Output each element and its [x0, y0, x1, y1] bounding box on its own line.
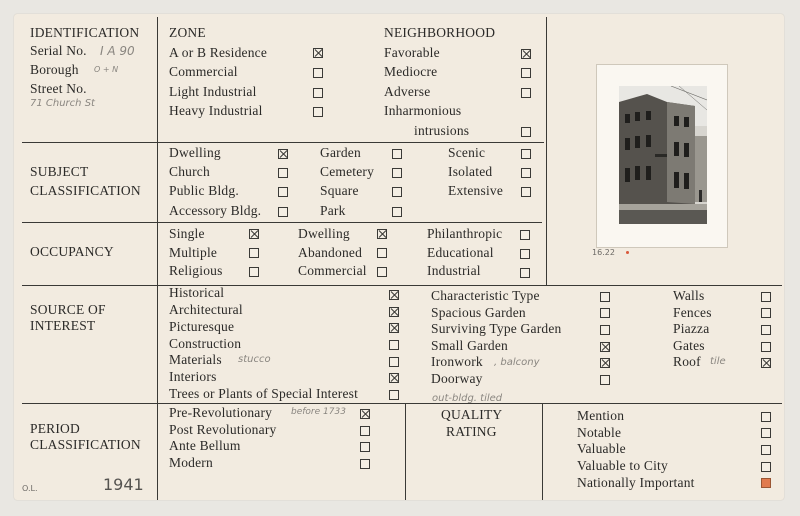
- source-outbuilding-note: out-bldg. tiled: [432, 393, 503, 404]
- occupancy-educational-checkbox[interactable]: [520, 249, 530, 259]
- neighborhood-heading: NEIGHBORHOOD: [384, 25, 496, 40]
- source-surviving-garden-checkbox[interactable]: [600, 325, 610, 335]
- subject-church: Church: [169, 164, 210, 179]
- subject-square-checkbox[interactable]: [392, 187, 402, 197]
- occupancy-industrial-checkbox[interactable]: [520, 268, 530, 278]
- street-value: 71 Church St: [30, 98, 95, 109]
- subject-dwelling: Dwelling: [169, 145, 221, 160]
- rating-notable-checkbox[interactable]: [761, 428, 771, 438]
- source-walls-checkbox[interactable]: [761, 292, 771, 302]
- neighborhood-intrusions-checkbox[interactable]: [521, 127, 531, 137]
- occupancy-philanthropic-checkbox[interactable]: [520, 230, 530, 240]
- period-modern: Modern: [169, 455, 213, 470]
- source-trees-plants: Trees or Plants of Special Interest: [169, 386, 359, 401]
- subject-garden: Garden: [320, 145, 361, 160]
- zone-heavy-industrial-checkbox[interactable]: [313, 107, 323, 117]
- source-small-garden: Small Garden: [431, 338, 509, 353]
- source-piazza-checkbox[interactable]: [761, 325, 771, 335]
- occupancy-religious-checkbox[interactable]: [249, 267, 259, 277]
- divider-source-period: [22, 403, 782, 404]
- divider-occupancy-source: [22, 285, 782, 286]
- photo-caption-dot: [626, 251, 629, 254]
- source-interiors: Interiors: [169, 369, 217, 384]
- neighborhood-item-intrusions: intrusions: [414, 123, 470, 138]
- occupancy-dwelling-checkbox[interactable]: [377, 229, 387, 239]
- source-materials-checkbox[interactable]: [389, 357, 399, 367]
- occupancy-philanthropic: Philanthropic: [427, 226, 503, 241]
- subject-heading-line2: CLASSIFICATION: [30, 183, 141, 198]
- period-ante-bellum-checkbox[interactable]: [360, 442, 370, 452]
- neighborhood-item-adverse: Adverse: [384, 84, 431, 99]
- source-ironwork-checkbox[interactable]: [600, 358, 610, 368]
- occupancy-single: Single: [169, 226, 205, 241]
- borough-label: Borough: [30, 62, 79, 77]
- subject-cemetery-checkbox[interactable]: [392, 168, 402, 178]
- serial-label: Serial No.: [30, 43, 87, 58]
- source-ironwork: Ironwork: [431, 354, 483, 369]
- neighborhood-mediocre-checkbox[interactable]: [521, 68, 531, 78]
- source-piazza: Piazza: [673, 321, 710, 336]
- zone-item-heavy-industrial: Heavy Industrial: [169, 103, 263, 118]
- quality-heading-line1: QUALITY: [441, 407, 503, 422]
- rating-valuable-to-city-checkbox[interactable]: [761, 462, 771, 472]
- subject-park-checkbox[interactable]: [392, 207, 402, 217]
- borough-value: O + N: [94, 65, 119, 74]
- subject-square: Square: [320, 183, 359, 198]
- rating-nationally-important: Nationally Important: [577, 475, 695, 490]
- occupancy-religious: Religious: [169, 263, 223, 278]
- divider-right-column: [546, 17, 547, 285]
- zone-item-commercial: Commercial: [169, 64, 238, 79]
- zone-light-industrial-checkbox[interactable]: [313, 88, 323, 98]
- subject-extensive-checkbox[interactable]: [521, 187, 531, 197]
- building-photo: [619, 86, 707, 224]
- source-roof-note: tile: [710, 356, 726, 367]
- rating-valuable-checkbox[interactable]: [761, 445, 771, 455]
- period-pre-revolutionary-note: before 1733: [291, 407, 346, 417]
- card-year: 1941: [103, 475, 144, 494]
- source-fences: Fences: [673, 305, 712, 320]
- source-picturesque-checkbox[interactable]: [389, 323, 399, 333]
- divider-subject-occupancy: [22, 222, 542, 223]
- source-characteristic-type-checkbox[interactable]: [600, 292, 610, 302]
- source-roof: Roof: [673, 354, 701, 369]
- period-post-revolutionary-checkbox[interactable]: [360, 426, 370, 436]
- building-photo-image: [619, 86, 707, 224]
- occupancy-abandoned-checkbox[interactable]: [377, 248, 387, 258]
- divider-quality-right: [542, 404, 543, 500]
- subject-accessory-bldg: Accessory Bldg.: [169, 203, 262, 218]
- neighborhood-item-favorable: Favorable: [384, 45, 440, 60]
- occupancy-single-checkbox[interactable]: [249, 229, 259, 239]
- source-small-garden-checkbox[interactable]: [600, 342, 610, 352]
- period-post-revolutionary: Post Revolutionary: [169, 422, 277, 437]
- occupancy-abandoned: Abandoned: [298, 245, 363, 260]
- handwritten-initials: O.L.: [22, 484, 38, 493]
- occupancy-dwelling: Dwelling: [298, 226, 350, 241]
- subject-public-bldg-checkbox[interactable]: [278, 187, 288, 197]
- source-roof-checkbox[interactable]: [761, 358, 771, 368]
- source-historical-checkbox[interactable]: [389, 290, 399, 300]
- zone-residence-checkbox[interactable]: [313, 48, 323, 58]
- source-picturesque: Picturesque: [169, 319, 235, 334]
- subject-garden-checkbox[interactable]: [392, 149, 402, 159]
- source-spacious-garden: Spacious Garden: [431, 305, 526, 320]
- subject-accessory-bldg-checkbox[interactable]: [278, 207, 288, 217]
- rating-notable: Notable: [577, 425, 622, 440]
- occupancy-multiple-checkbox[interactable]: [249, 248, 259, 258]
- source-gates: Gates: [673, 338, 705, 353]
- serial-value: I A 90: [100, 44, 135, 58]
- source-gates-checkbox[interactable]: [761, 342, 771, 352]
- subject-park: Park: [320, 203, 346, 218]
- occupancy-commercial: Commercial: [298, 263, 367, 278]
- source-fences-checkbox[interactable]: [761, 308, 771, 318]
- source-architectural-checkbox[interactable]: [389, 307, 399, 317]
- source-spacious-garden-checkbox[interactable]: [600, 308, 610, 318]
- divider-quality-left: [405, 404, 406, 500]
- zone-heading: ZONE: [169, 25, 206, 40]
- source-interiors-checkbox[interactable]: [389, 373, 399, 383]
- source-ironwork-note: , balcony: [494, 357, 540, 368]
- subject-dwelling-checkbox[interactable]: [278, 149, 288, 159]
- period-pre-revolutionary-checkbox[interactable]: [360, 409, 370, 419]
- subject-scenic: Scenic: [448, 145, 486, 160]
- source-surviving-garden: Surviving Type Garden: [431, 321, 562, 336]
- source-doorway: Doorway: [431, 371, 483, 386]
- occupancy-heading: OCCUPANCY: [30, 244, 114, 259]
- period-heading-line1: PERIOD: [30, 421, 80, 436]
- subject-isolated: Isolated: [448, 164, 493, 179]
- source-heading-line2: INTEREST: [30, 318, 96, 333]
- zone-commercial-checkbox[interactable]: [313, 68, 323, 78]
- occupancy-multiple: Multiple: [169, 245, 218, 260]
- rating-valuable: Valuable: [577, 441, 626, 456]
- neighborhood-item-mediocre: Mediocre: [384, 64, 438, 79]
- street-label: Street No.: [30, 81, 87, 96]
- period-heading-line2: CLASSIFICATION: [30, 437, 141, 452]
- subject-heading-line1: SUBJECT: [30, 164, 89, 179]
- rating-nationally-important-checkbox[interactable]: [761, 478, 771, 488]
- subject-scenic-checkbox[interactable]: [521, 149, 531, 159]
- quality-heading-line2: RATING: [446, 424, 497, 439]
- occupancy-industrial: Industrial: [427, 263, 481, 278]
- rating-mention: Mention: [577, 408, 625, 423]
- source-doorway-checkbox[interactable]: [600, 375, 610, 385]
- photo-caption: 16.22: [592, 248, 615, 257]
- source-architectural: Architectural: [169, 302, 243, 317]
- subject-extensive: Extensive: [448, 183, 504, 198]
- zone-item-residence: A or B Residence: [169, 45, 268, 60]
- neighborhood-favorable-checkbox[interactable]: [521, 49, 531, 59]
- rating-mention-checkbox[interactable]: [761, 412, 771, 422]
- source-materials-note: stucco: [238, 354, 271, 365]
- identification-heading: IDENTIFICATION: [30, 25, 140, 40]
- occupancy-commercial-checkbox[interactable]: [377, 267, 387, 277]
- neighborhood-item-inharmonious: Inharmonious: [384, 103, 462, 118]
- source-heading-line1: SOURCE OF: [30, 302, 106, 317]
- source-construction-checkbox[interactable]: [389, 340, 399, 350]
- divider-left-column: [157, 17, 158, 500]
- source-walls: Walls: [673, 288, 705, 303]
- source-construction: Construction: [169, 336, 242, 351]
- period-ante-bellum: Ante Bellum: [169, 438, 241, 453]
- source-materials: Materials: [169, 352, 222, 367]
- subject-isolated-checkbox[interactable]: [521, 168, 531, 178]
- subject-church-checkbox[interactable]: [278, 168, 288, 178]
- divider-top-section: [22, 142, 544, 143]
- occupancy-educational: Educational: [427, 245, 494, 260]
- period-modern-checkbox[interactable]: [360, 459, 370, 469]
- subject-public-bldg: Public Bldg.: [169, 183, 239, 198]
- source-trees-plants-checkbox[interactable]: [389, 390, 399, 400]
- source-historical: Historical: [169, 285, 225, 300]
- period-pre-revolutionary: Pre-Revolutionary: [169, 405, 273, 420]
- zone-item-light-industrial: Light Industrial: [169, 84, 257, 99]
- subject-cemetery: Cemetery: [320, 164, 375, 179]
- rating-valuable-to-city: Valuable to City: [577, 458, 668, 473]
- neighborhood-adverse-checkbox[interactable]: [521, 88, 531, 98]
- source-characteristic-type: Characteristic Type: [431, 288, 540, 303]
